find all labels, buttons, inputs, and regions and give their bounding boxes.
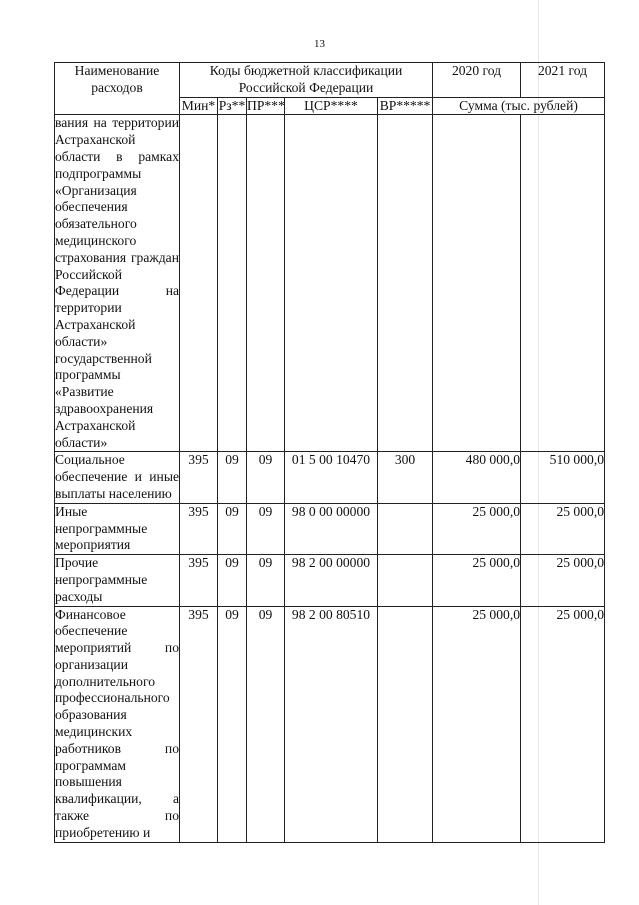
row-name: Иные непрограммные мероприятия	[55, 503, 180, 554]
header-row-1	[55, 63, 605, 98]
row-sum-2020: 25 000,0	[433, 606, 521, 842]
row-pr: 09	[247, 555, 285, 606]
row-name: Социальное обеспечение и иные выплаты населению	[55, 452, 180, 503]
row-pr: 09	[247, 452, 285, 503]
row-pr: 09	[247, 606, 285, 842]
row-name: вания на территории Астраханской области в рамках подпрограммы «Организация обеспечения обязательного медицинского страхования граждан Российской Федерации на территории Астраханской области» государственной программы «Развитие здравоохранения Астраханской области»	[55, 115, 180, 452]
header-vr: ВР*****	[378, 97, 433, 115]
row-rz: 09	[218, 503, 247, 554]
row-sum-2021: 25 000,0	[521, 503, 605, 554]
row-min: 395	[180, 452, 218, 503]
table-row	[55, 606, 605, 842]
table-row	[55, 115, 605, 452]
row-sum-2020	[433, 115, 521, 452]
header-year-2021: 2021 год	[521, 63, 605, 98]
row-rz: 09	[218, 606, 247, 842]
row-vr	[378, 606, 433, 842]
header-min: Мин*	[180, 97, 218, 115]
budget-table	[54, 62, 605, 843]
page-number: 13	[314, 38, 325, 50]
table-row	[55, 503, 605, 554]
table-row	[55, 452, 605, 503]
row-vr	[378, 115, 433, 452]
row-pr	[247, 115, 285, 452]
row-vr	[378, 503, 433, 554]
row-csr: 98 2 00 80510	[285, 606, 378, 842]
row-csr: 98 2 00 00000	[285, 555, 378, 606]
row-vr	[378, 555, 433, 606]
header-rz: Рз**	[218, 97, 247, 115]
row-csr	[285, 115, 378, 452]
row-sum-2021: 510 000,0	[521, 452, 605, 503]
header-sum-label: Сумма (тыс. рублей)	[433, 97, 605, 115]
row-min	[180, 115, 218, 452]
row-rz: 09	[218, 555, 247, 606]
header-name-col: Наименование расходов	[55, 63, 180, 115]
row-sum-2021	[521, 115, 605, 452]
row-name: Прочие непрограммные расходы	[55, 555, 180, 606]
row-csr: 98 0 00 00000	[285, 503, 378, 554]
row-sum-2020: 25 000,0	[433, 555, 521, 606]
row-sum-2020: 25 000,0	[433, 503, 521, 554]
row-rz	[218, 115, 247, 452]
row-min: 395	[180, 503, 218, 554]
row-rz: 09	[218, 452, 247, 503]
header-year-2020: 2020 год	[433, 63, 521, 98]
row-csr: 01 5 00 10470	[285, 452, 378, 503]
table-row	[55, 555, 605, 606]
row-sum-2021: 25 000,0	[521, 555, 605, 606]
row-sum-2020: 480 000,0	[433, 452, 521, 503]
row-min: 395	[180, 606, 218, 842]
row-min: 395	[180, 555, 218, 606]
header-codes-group: Коды бюджетной классификации Российской Федерации	[180, 63, 433, 98]
row-name: Финансовое обеспечение мероприятий по организации дополнительного профессионального образования медицинских работников по программам повышения квалификации, а также по приобретению и	[55, 606, 180, 842]
header-pr: ПР***	[247, 97, 285, 115]
row-vr: 300	[378, 452, 433, 503]
row-pr: 09	[247, 503, 285, 554]
row-sum-2021: 25 000,0	[521, 606, 605, 842]
header-csr: ЦСР****	[285, 97, 378, 115]
